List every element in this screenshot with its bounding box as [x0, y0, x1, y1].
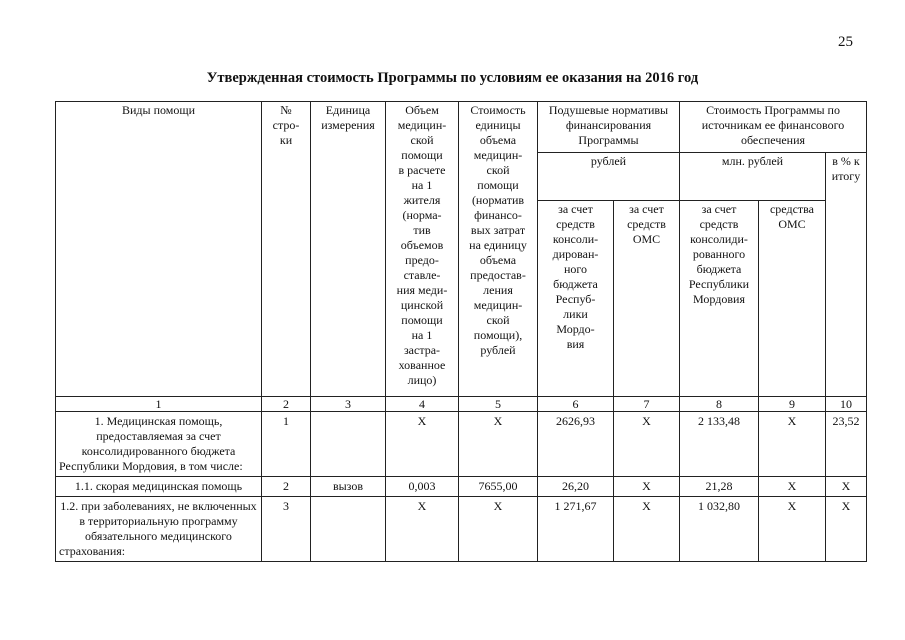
table-row: [56, 497, 867, 562]
column-number: 7: [614, 397, 680, 412]
table-row: [56, 477, 867, 497]
header-program-cost: Стоимость Программы по источникам ее финансового обеспечения: [680, 102, 867, 153]
row-per-capita-oms: X: [614, 412, 680, 477]
document-title: Утвержденная стоимость Программы по условиям ее оказания на 2016 год: [206, 70, 699, 86]
row-volume: X: [386, 497, 459, 562]
row-million-oms: X: [759, 412, 826, 477]
column-number: 5: [459, 397, 538, 412]
row-million-budget: 1 032,80: [680, 497, 759, 562]
row-per-capita-budget: 1 271,67: [538, 497, 614, 562]
row-unit: [311, 497, 386, 562]
row-per-capita-oms: X: [614, 497, 680, 562]
program-cost-table: [55, 101, 867, 562]
row-percent: X: [826, 477, 867, 497]
header-vidy-pomoshchi: Виды помощи: [56, 102, 262, 397]
column-number: 4: [386, 397, 459, 412]
row-percent: X: [826, 497, 867, 562]
row-name: 1.1. скорая медицинская помощь: [56, 477, 262, 497]
header-rubles: рублей: [538, 153, 680, 201]
column-number: 3: [311, 397, 386, 412]
header-oms-million: средства ОМС: [759, 201, 826, 397]
header-unit-cost: Стоимость единицы объема медицин- ской помощи (норматив финансо- вых затрат на единицу объема предостав- ления медицин- ской помощи), рублей: [459, 102, 538, 397]
row-million-budget: 2 133,48: [680, 412, 759, 477]
row-million-oms: X: [759, 497, 826, 562]
row-million-oms: X: [759, 477, 826, 497]
header-million-rubles: млн. рублей: [680, 153, 826, 201]
row-unit-cost: X: [459, 497, 538, 562]
column-number: 8: [680, 397, 759, 412]
row-number: 2: [262, 477, 311, 497]
header-volume: Объем медицин- ской помощи в расчете на 1 жителя (норма- тив объемов предо- ставле- ния меди- цинской помощи на 1 застра- хованное лицо): [386, 102, 459, 397]
column-number: 6: [538, 397, 614, 412]
row-million-budget: 21,28: [680, 477, 759, 497]
column-number: 9: [759, 397, 826, 412]
row-unit: [311, 412, 386, 477]
row-per-capita-budget: 26,20: [538, 477, 614, 497]
header-unit: Единица измерения: [311, 102, 386, 397]
column-number: 2: [262, 397, 311, 412]
row-per-capita-oms: X: [614, 477, 680, 497]
row-unit-cost: 7655,00: [459, 477, 538, 497]
header-budget-rubles: за счет средств консоли- дирован- ного бюджета Респуб- лики Мордо- вия: [538, 201, 614, 397]
row-number: 3: [262, 497, 311, 562]
row-name: 1.2. при заболеваниях, не включенных в территориальную программу обязательного медицинского страхования:: [56, 497, 262, 562]
row-unit: вызов: [311, 477, 386, 497]
header-percent-of-total: в % к итогу: [826, 153, 867, 397]
header-per-capita-norms: Подушевые нормативы финансирования Программы: [538, 102, 680, 153]
header-oms-rubles: за счет средств ОМС: [614, 201, 680, 397]
row-unit-cost: X: [459, 412, 538, 477]
page-number: 25: [838, 34, 853, 50]
header-row-number: № стро- ки: [262, 102, 311, 397]
row-name: 1. Медицинская помощь, предоставляемая за счет консолидированного бюджета Республики Мордовия, в том числе:: [56, 412, 262, 477]
row-number: 1: [262, 412, 311, 477]
row-volume: X: [386, 412, 459, 477]
header-budget-million: за счет средств консолиди- рованного бюджета Республики Мордовия: [680, 201, 759, 397]
row-per-capita-budget: 2626,93: [538, 412, 614, 477]
column-number: 1: [56, 397, 262, 412]
column-number: 10: [826, 397, 867, 412]
row-percent: 23,52: [826, 412, 867, 477]
table-row: [56, 412, 867, 477]
row-volume: 0,003: [386, 477, 459, 497]
